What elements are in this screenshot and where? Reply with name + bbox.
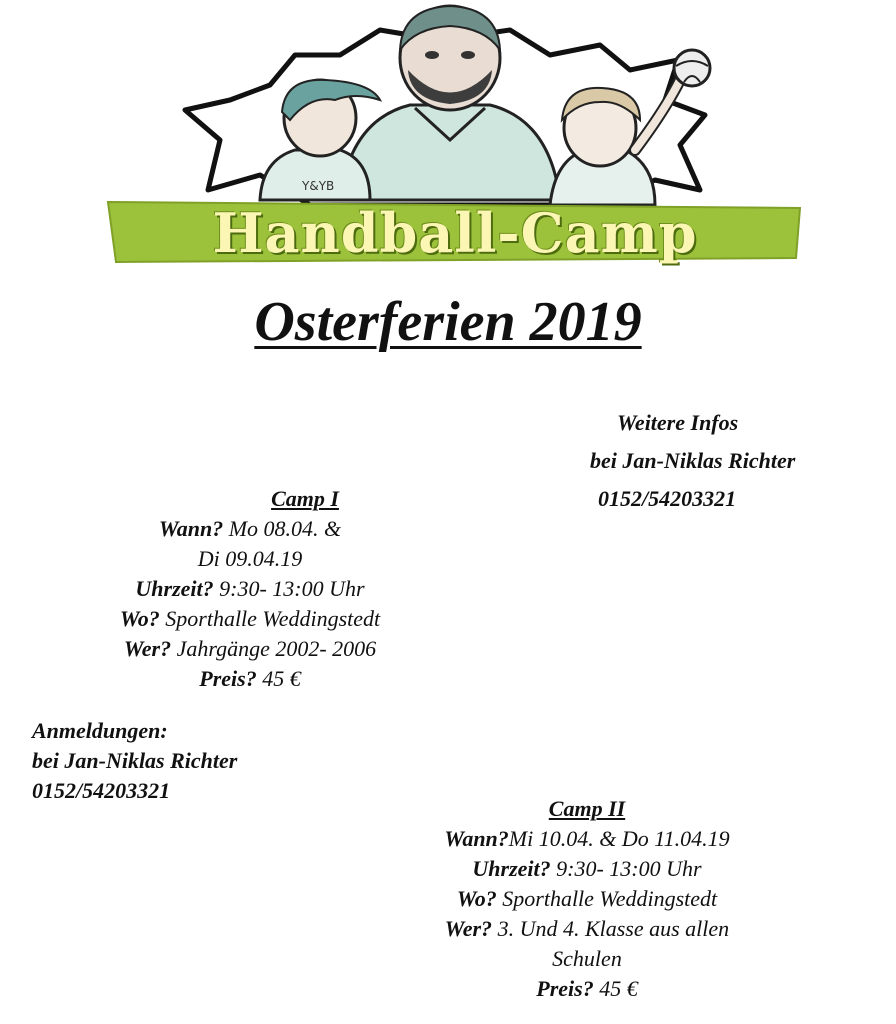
camp-1-block (40, 484, 460, 694)
camp-2-wann-value: Mi 10.04. & Do 11.04.19 (508, 826, 730, 851)
camp-2-wer-value-2: Schulen (552, 946, 622, 971)
camp-1-wo-value: Sporthalle Weddingstedt (159, 606, 381, 631)
banner-logo-text: Handball-Camp (212, 201, 698, 265)
camp-1-wann-label: Wann? (158, 516, 224, 541)
camp-2-wo (400, 884, 774, 914)
camp-2-wer (400, 914, 774, 944)
page-title: Osterferien 2019 (254, 291, 642, 353)
camp-2-wer-label: Wer? (444, 916, 493, 941)
camp-2-uhrzeit-label: Uhrzeit? (472, 856, 551, 881)
info-block (590, 408, 880, 514)
camp-1-preis-value: 45 € (256, 666, 301, 691)
camp-1-preis-label: Preis? (199, 666, 257, 691)
info-line-1: Weitere Infos (617, 410, 739, 435)
camp-2-wo-label: Wo? (456, 886, 497, 911)
camp-2-preis-label: Preis? (536, 976, 594, 1001)
handball-camp-banner (80, 0, 820, 280)
registration-block (32, 716, 352, 806)
camp-2-wann-label: Wann? (444, 826, 509, 851)
camp-1-wo-label: Wo? (119, 606, 160, 631)
info-line-2: bei Jan-Niklas Richter (590, 448, 796, 473)
camp-1-wann-value: Mo 08.04. & (223, 516, 342, 541)
camp-1-wann-value-2: Di 09.04.19 (197, 546, 303, 571)
camp-2-wo-value: Sporthalle Weddingstedt (496, 886, 718, 911)
camp-2-heading: Camp II (548, 796, 626, 821)
camp-1-wann (40, 514, 460, 544)
camp-1-wer-label: Wer? (123, 636, 172, 661)
handball-icon (674, 50, 710, 86)
registration-phone: 0152/54203321 (32, 778, 171, 803)
camp-1-uhrzeit-label: Uhrzeit? (135, 576, 214, 601)
camp-1-uhrzeit-value: 9:30- 13:00 Uhr (213, 576, 365, 601)
registration-contact: bei Jan-Niklas Richter (32, 748, 238, 773)
camp-1-heading: Camp I (271, 486, 339, 511)
camp-1-preis (40, 664, 460, 694)
shirt-text: Y&YB (302, 179, 335, 193)
camp-1-wo (40, 604, 460, 634)
registration-heading: Anmeldungen: (32, 718, 168, 743)
camp-1-wer-value: Jahrgänge 2002- 2006 (171, 636, 377, 661)
camp-2-preis (400, 974, 774, 1004)
camp-2-wann (400, 824, 774, 854)
camp-2-uhrzeit-value: 9:30- 13:00 Uhr (550, 856, 702, 881)
camp-2-uhrzeit (400, 854, 774, 884)
camp-2-wer-value: 3. Und 4. Klasse aus allen (492, 916, 730, 941)
camp-1-wer (40, 634, 460, 664)
camp-2-block (400, 794, 774, 1004)
camp-2-preis-value: 45 € (593, 976, 638, 1001)
info-phone: 0152/54203321 (598, 486, 737, 511)
camp-1-uhrzeit (40, 574, 460, 604)
